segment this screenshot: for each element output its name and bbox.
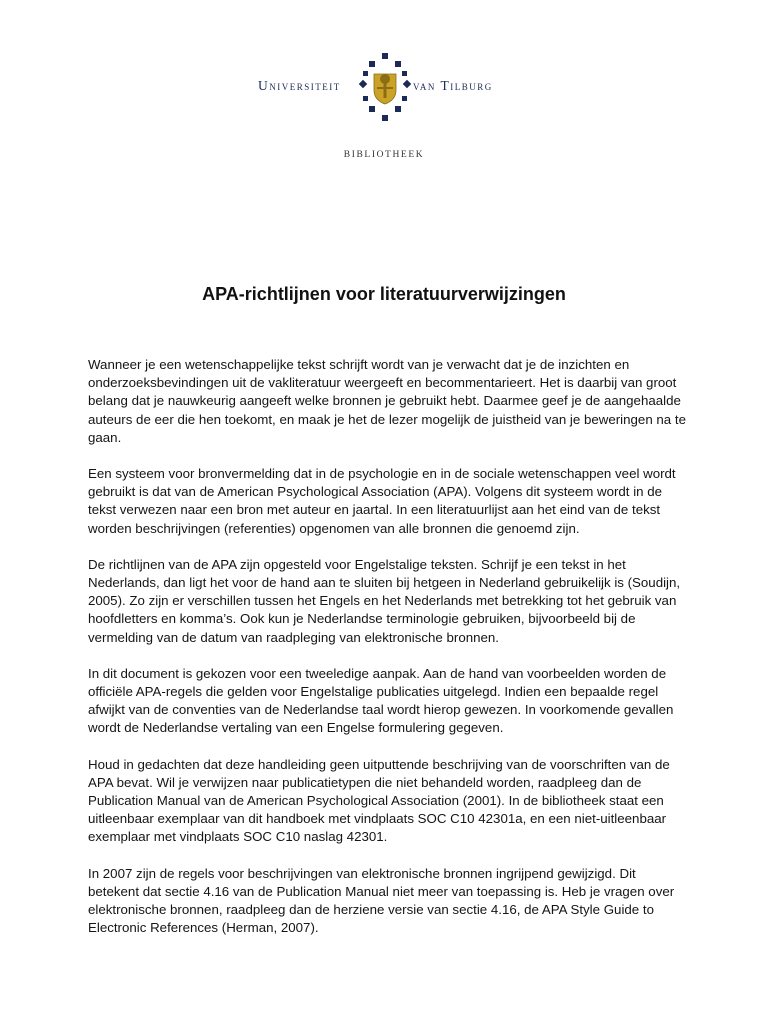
university-logo xyxy=(0,52,768,122)
logo-text-van-tilburg: van Tilburg xyxy=(413,78,493,93)
department-label: BIBLIOTHEEK xyxy=(343,150,425,160)
paragraph-publication-manual: Houd in gedachten dat deze handleiding geen uitputtende beschrijving van de voorschriften van de APA bevat. Wil je verwijzen naar publicatietypen die niet behandeld worden, raadpleeg dan de Publication Manual van de American Psychological Association (2001). In de bibliotheek staat een uitleenbaar exemplaar van dit handboek met vindplaats SOC C10 42301a, en een niet-uitleenbaar exemplaar met vindplaats SOC C10 naslag 42301. xyxy=(88,756,670,845)
emblem-square-br xyxy=(395,106,401,112)
emblem-tree-crown xyxy=(380,74,390,84)
emblem-square-r2 xyxy=(402,96,407,101)
logo-text-universiteit: Universiteit xyxy=(258,78,341,93)
emblem-square-top xyxy=(382,53,388,59)
university-emblem-icon xyxy=(357,52,413,122)
paragraph-electronic-sources: In 2007 zijn de regels voor beschrijvingen van elektronische bronnen ingrijpend gewijzigd. Dit betekent dat sectie 4.16 van de Publication Manual niet meer van toepassing is. Heb je vragen over elektronische bronnen, raadpleeg dan de herziene versie van sectie 4.16, de APA Style Guide to Electronic References (Herman, 2007). xyxy=(88,865,675,936)
emblem-diamond-right xyxy=(403,80,411,88)
emblem-diamond-left xyxy=(359,80,367,88)
document-body xyxy=(88,356,688,955)
emblem-square-tr xyxy=(395,61,401,67)
paragraph-intro: Wanneer je een wetenschappelijke tekst schrijft wordt van je verwacht dat je de inzichten en onderzoeksbevindingen uit de vakliteratuur weergeeft en becommentarieert. Het is daarbij van groot belang dat je nauwkeurig aangeeft welke bronnen je gebruikt hebt. Daarmee geef je de aangehaalde auteurs de eer die hen toekomt, en maak je het de lezer mogelijk de juistheid van je beweringen na te gaan. xyxy=(88,357,686,445)
emblem-square-bottom xyxy=(382,115,388,121)
emblem-square-tl xyxy=(369,61,375,67)
emblem-square-l2 xyxy=(363,96,368,101)
paragraph-approach: In dit document is gekozen voor een tweeledige aanpak. Aan de hand van voorbeelden worden de officiële APA-regels die gelden voor Engelstalige publicaties uitgelegd. Indien een bepaalde regel afwijkt van de conventies van de Nederlandse taal wordt hierop gewezen. In voorkomende gevallen wordt de Nederlandse vertaling van een Engelse formulering gegeven. xyxy=(88,665,674,736)
emblem-square-bl xyxy=(369,106,375,112)
emblem-tree-branch xyxy=(377,87,393,89)
emblem-square-r1 xyxy=(402,71,407,76)
paragraph-dutch-conventions: De richtlijnen van de APA zijn opgesteld voor Engelstalige teksten. Schrijf je een tekst in het Nederlands, dan ligt het voor de hand aan te sluiten bij hetgeen in Nederland gebruikelijk is (Soudijn, 2005). Zo zijn er verschillen tussen het Engels en het Nederlands met betrekking tot het gebruik van hoofdletters en komma’s. Ook kun je Nederlandse terminologie gebruiken, bijvoorbeeld bij de vermelding van de datum van raadpleging van elektronische bronnen. xyxy=(88,556,681,645)
paragraph-apa-system: Een systeem voor bronvermelding dat in de psychologie en in de sociale wetenschappen veel wordt gebruikt is dat van de American Psychological Association (APA). Volgens dit systeem wordt in de tekst verwezen naar een bron met auteur en jaartal. In een literatuurlijst aan het eind van de tekst worden beschrijvingen (referenties) opgenomen van alle bronnen die genoemd zijn. xyxy=(88,466,676,536)
emblem-square-l1 xyxy=(363,71,368,76)
document-title: APA-richtlijnen voor literatuurverwijzingen xyxy=(202,284,566,304)
